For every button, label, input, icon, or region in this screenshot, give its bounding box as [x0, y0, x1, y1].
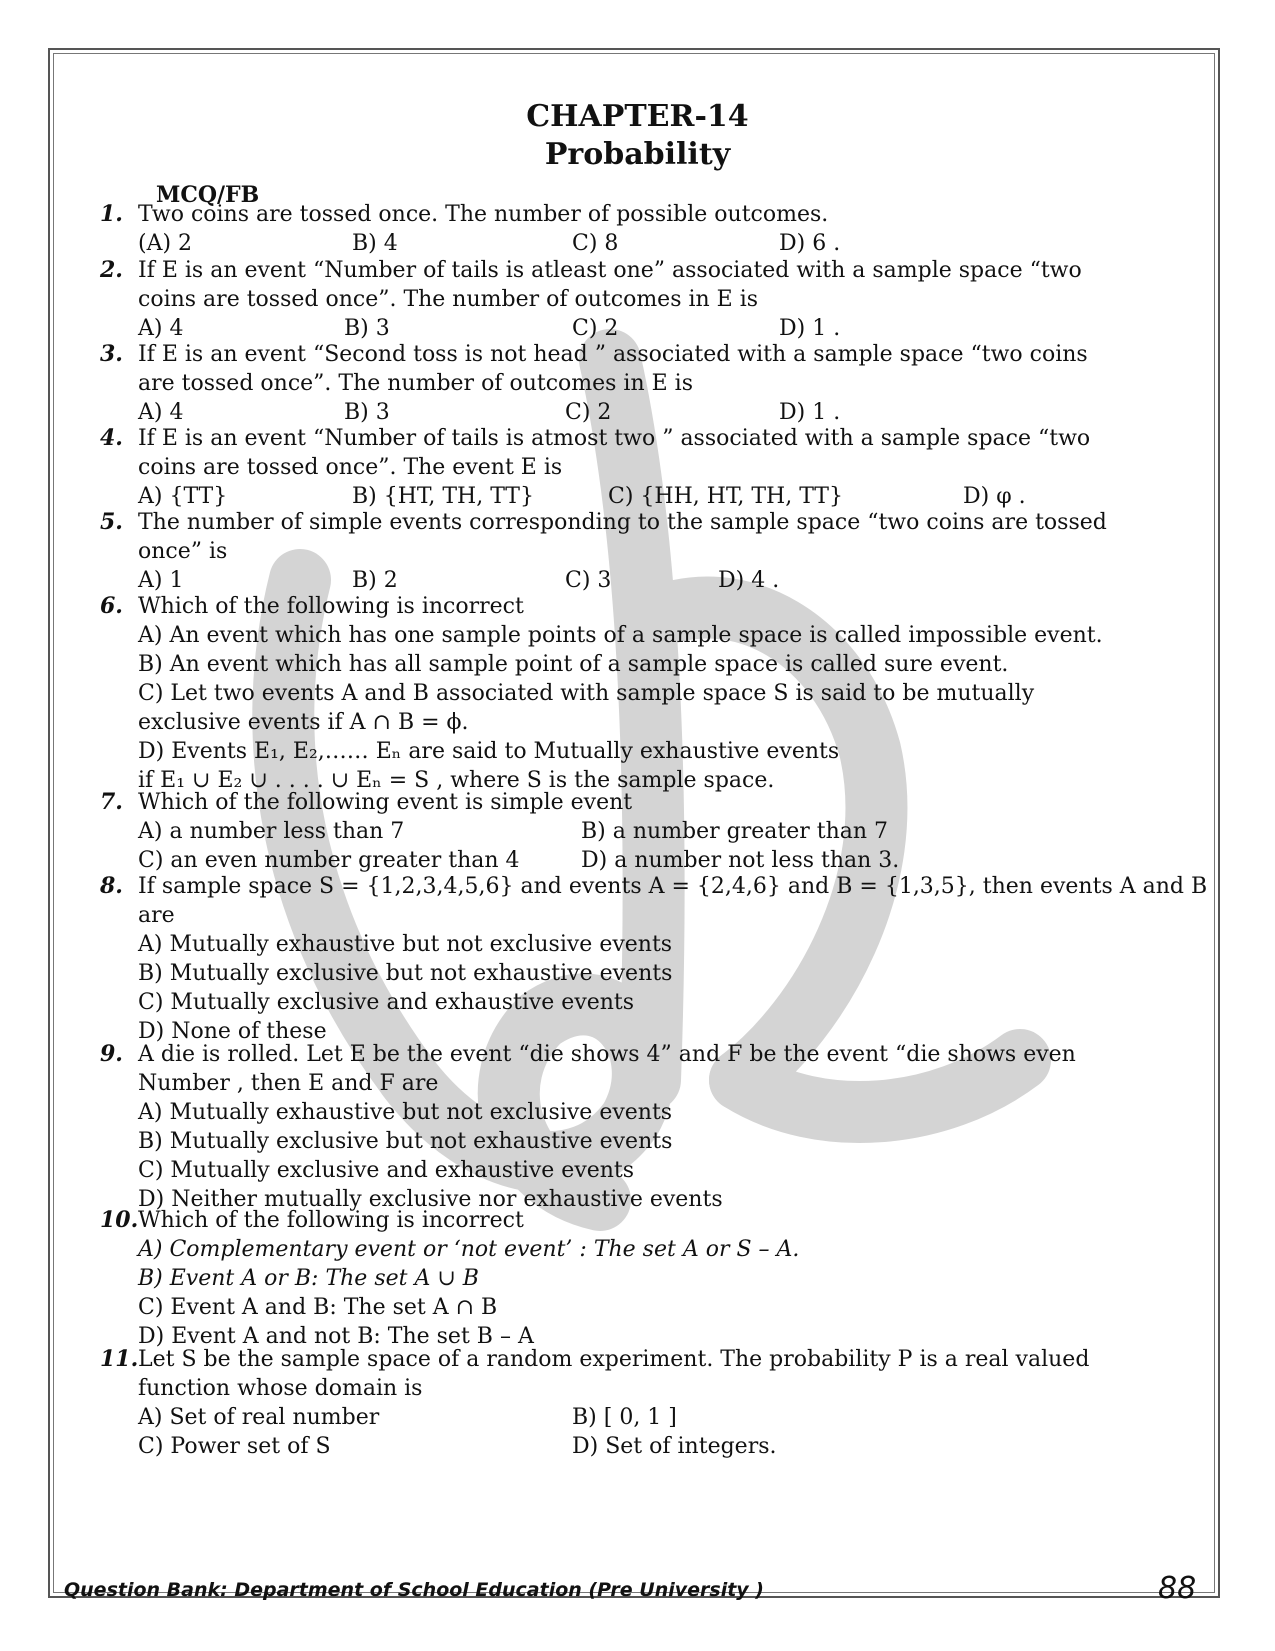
- question-text-line: are tossed once”. The number of outcomes in E is: [138, 371, 694, 396]
- option-d: D) Set of integers.: [572, 1434, 777, 1459]
- option-a: A) Mutually exhaustive but not exclusive events: [138, 1100, 673, 1125]
- options-row: [138, 314, 1210, 343]
- option-d: D) a number not less than 3.: [581, 848, 900, 873]
- question-text: Which of the following is incorrect: [138, 1208, 524, 1233]
- option-a: A) Mutually exhaustive but not exclusive events: [138, 932, 673, 957]
- question-number: 4.: [100, 425, 123, 451]
- option-d: D) 1 .: [779, 400, 841, 425]
- option-c: C) Mutually exclusive and exhaustive events: [138, 1158, 635, 1183]
- options-row: [138, 1432, 1210, 1461]
- option-c: C) {HH, HT, TH, TT}: [608, 484, 843, 509]
- question-number: 8.: [100, 873, 123, 899]
- options-row: [138, 482, 1210, 511]
- question-3: [100, 340, 1210, 427]
- options-row: [138, 566, 1210, 595]
- option-d: D) 4 .: [718, 568, 780, 593]
- option-a: (A) 2: [138, 231, 193, 256]
- option-d: D) None of these: [138, 1019, 327, 1044]
- question-text: Which of the following is incorrect: [138, 594, 524, 619]
- option-a: A) Set of real number: [138, 1405, 380, 1430]
- question-number: 3.: [100, 341, 123, 367]
- question-1: [100, 200, 1210, 258]
- question-6: [100, 592, 1210, 795]
- option-c: C) 8: [572, 231, 619, 256]
- question-text-line: The number of simple events corresponding to the sample space “two coins are tossed: [138, 510, 1107, 535]
- option-d: D) Neither mutually exclusive nor exhaustive events: [138, 1187, 723, 1212]
- question-9: [100, 1040, 1210, 1214]
- statement-d: D) Events E₁, E₂,…… Eₙ are said to Mutually exhaustive events: [138, 739, 840, 764]
- option-a: A) 1: [138, 568, 184, 593]
- question-2: [100, 256, 1210, 343]
- question-text-line: Let S be the sample space of a random experiment. The probability P is a real valued: [138, 1347, 1090, 1372]
- option-b: B) 3: [344, 316, 390, 341]
- option-b: B) 4: [352, 231, 398, 256]
- options-row: [138, 398, 1210, 427]
- statement-c-continued: exclusive events if A ∩ B = ϕ.: [138, 710, 469, 735]
- option-d: D) 1 .: [779, 316, 841, 341]
- page-number: 88: [1158, 1571, 1197, 1606]
- statement-a: A) An event which has one sample points of a sample space is called impossible event.: [138, 623, 1103, 648]
- option-a: A) 4: [138, 316, 184, 341]
- question-text-line: coins are tossed once”. The number of outcomes in E is: [138, 287, 759, 312]
- option-d: D) 6 .: [779, 231, 841, 256]
- question-number: 6.: [100, 593, 123, 619]
- option-a: A) {TT}: [138, 484, 228, 509]
- option-b: B) Event A or B: The set A ∪ B: [138, 1266, 479, 1291]
- option-a: A) 4: [138, 400, 184, 425]
- options-row: [138, 817, 1210, 846]
- question-text-line: A die is rolled. Let E be the event “die shows 4” and F be the event “die shows even: [138, 1042, 1076, 1067]
- option-c: C) 3: [565, 568, 612, 593]
- question-number: 11.: [100, 1346, 139, 1372]
- question-5: [100, 508, 1210, 595]
- question-number: 10.: [100, 1207, 139, 1233]
- question-text-line: are: [138, 903, 175, 928]
- option-b: B) Mutually exclusive but not exhaustive events: [138, 961, 673, 986]
- options-row: [138, 846, 1210, 875]
- section-label: MCQ/FB: [156, 182, 260, 208]
- options-row: [138, 229, 1210, 258]
- question-4: [100, 424, 1210, 511]
- option-d: D) φ .: [963, 484, 1026, 509]
- question-text-line: If sample space S = {1,2,3,4,5,6} and events A = {2,4,6} and B = {1,3,5}, then events A and B: [138, 874, 1208, 899]
- question-number: 7.: [100, 789, 123, 815]
- question-number: 2.: [100, 257, 123, 283]
- statement-b: B) An event which has all sample point of a sample space is called sure event.: [138, 652, 1009, 677]
- option-a: A) a number less than 7: [138, 819, 405, 844]
- question-text-line: coins are tossed once”. The event E is: [138, 455, 563, 480]
- option-b: B) {HT, TH, TT}: [352, 484, 534, 509]
- question-11: [100, 1345, 1210, 1461]
- options-row: [138, 1403, 1210, 1432]
- question-text-line: If E is an event “Second toss is not head ” associated with a sample space “two coins: [138, 342, 1088, 367]
- option-b: B) 2: [352, 568, 398, 593]
- question-number: 1.: [100, 201, 123, 227]
- option-b: B) 3: [344, 400, 390, 425]
- question-text-line: once” is: [138, 539, 228, 564]
- question-10: [100, 1206, 1210, 1351]
- question-text: Which of the following event is simple event: [138, 790, 633, 815]
- option-b: B) Mutually exclusive but not exhaustive events: [138, 1129, 673, 1154]
- subject-title: Probability: [544, 137, 731, 172]
- option-a: A) Complementary event or ‘not event’ : The set A or S – A.: [138, 1237, 800, 1262]
- question-text-line: Number , then E and F are: [138, 1071, 439, 1096]
- question-text-line: If E is an event “Number of tails is atleast one” associated with a sample space “two: [138, 258, 1082, 283]
- option-d: D) Event A and not B: The set B – A: [138, 1324, 534, 1349]
- option-b: B) [ 0, 1 ]: [572, 1405, 677, 1430]
- option-c: C) 2: [565, 400, 612, 425]
- footer-text: Question Bank: Department of School Education (Pre University ): [64, 1579, 764, 1601]
- statement-c: C) Let two events A and B associated with sample space S is said to be mutually: [138, 681, 1035, 706]
- option-b: B) a number greater than 7: [581, 819, 889, 844]
- question-text-line: If E is an event “Number of tails is atmost two ” associated with a sample space “two: [138, 426, 1091, 451]
- option-c: C) 2: [572, 316, 619, 341]
- question-8: [100, 872, 1210, 1046]
- question-number: 5.: [100, 509, 123, 535]
- chapter-title: CHAPTER-14: [526, 99, 749, 134]
- question-text: Two coins are tossed once. The number of possible outcomes.: [138, 202, 829, 227]
- option-c: C) an even number greater than 4: [138, 848, 520, 873]
- option-c: C) Power set of S: [138, 1434, 331, 1459]
- option-c: C) Mutually exclusive and exhaustive events: [138, 990, 635, 1015]
- option-c: C) Event A and B: The set A ∩ B: [138, 1295, 498, 1320]
- question-7: [100, 788, 1210, 875]
- statement-d-continued: if E₁ ∪ E₂ ∪ . . . . ∪ Eₙ = S , where S is the sample space.: [138, 768, 775, 793]
- question-number: 9.: [100, 1041, 123, 1067]
- question-text-line: function whose domain is: [138, 1376, 423, 1401]
